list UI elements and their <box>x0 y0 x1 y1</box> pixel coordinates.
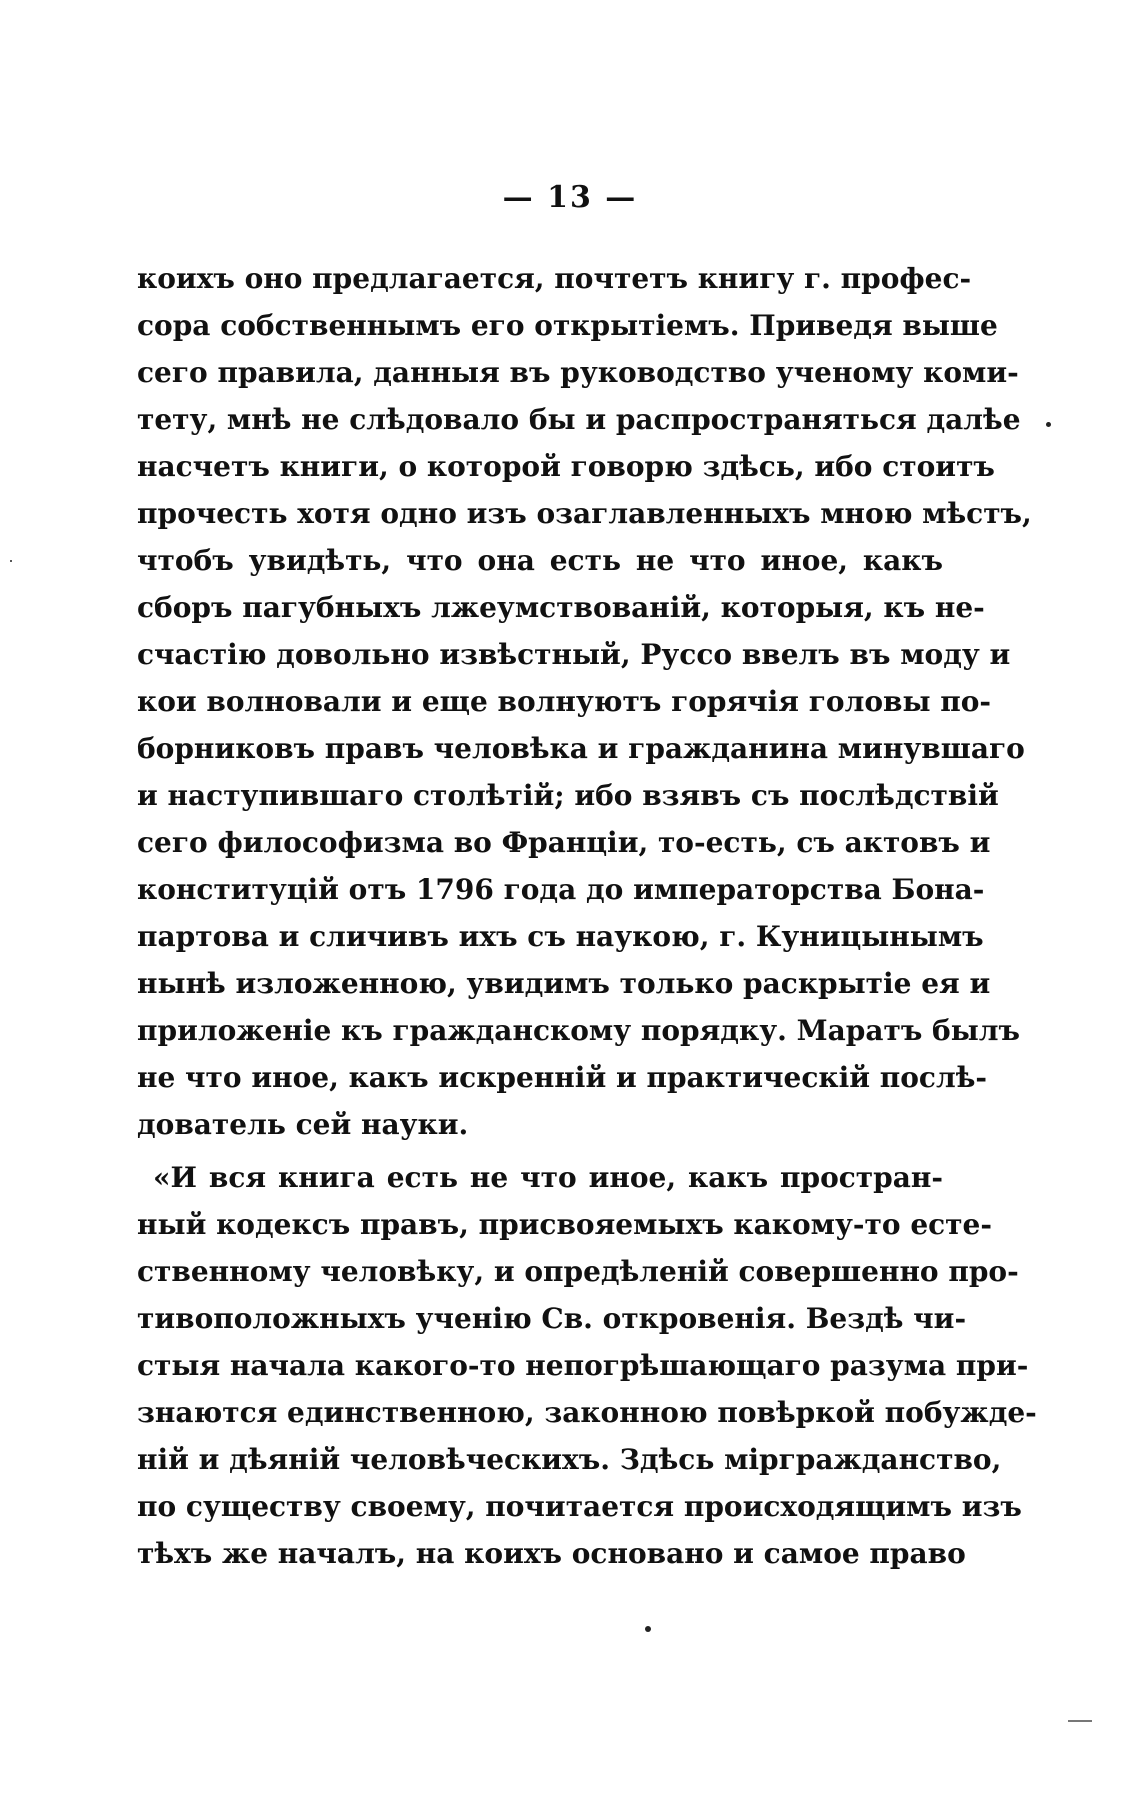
text-line: приложеніе къ гражданскому порядку. Маратъ былъ <box>137 1014 1021 1047</box>
text-line: тивоположныхъ ученію Св. откровенія. Вездѣ чи- <box>137 1302 967 1335</box>
scan-speck <box>1046 422 1051 427</box>
text-line: сего правила, данныя въ руководство ученому коми- <box>137 356 1019 389</box>
text-line: ній и дѣяній человѣческихъ. Здѣсь міргражданство, <box>137 1443 1002 1476</box>
text-line: и наступившаго столѣтій; ибо взявъ съ послѣдствій <box>137 779 999 812</box>
text-line: знаются единственною, законною повѣркой побужде- <box>137 1396 1037 1429</box>
text-line: «И вся книга есть не что иное, какъ простран- <box>153 1161 943 1194</box>
text-line: сора собственнымъ его открытіемъ. Приведя выше <box>137 309 998 342</box>
text-line: дователь сей науки. <box>137 1108 469 1141</box>
text-line: тѣхъ же началъ, на коихъ основано и самое право <box>137 1537 966 1570</box>
paragraph-1 <box>137 255 1032 1148</box>
text-line: борниковъ правъ человѣка и гражданина минувшаго <box>137 732 1025 765</box>
text-line: конституцій отъ 1796 года до императорства Бона- <box>137 873 985 906</box>
scan-speck <box>645 1626 651 1632</box>
text-line: по существу своему, почитается происходящимъ изъ <box>137 1490 1022 1523</box>
text-line: ный кодексъ правъ, присвояемыхъ какому-то есте- <box>137 1208 992 1241</box>
text-line: ственному человѣку, и опредѣленій совершенно про- <box>137 1255 1019 1288</box>
text-line: кои волновали и еще волнуютъ горячія головы по- <box>137 685 992 718</box>
page-number: — 13 — <box>502 180 638 215</box>
text-line: счастію довольно извѣстный, Руссо ввелъ въ моду и <box>137 638 1011 671</box>
paragraph-2 <box>137 1154 1037 1577</box>
text-line: сего философизма во Франціи, то-есть, съ актовъ и <box>137 826 991 859</box>
scan-mark <box>1068 1720 1092 1722</box>
text-line: насчетъ книги, о которой говорю здѣсь, ибо стоитъ <box>137 450 995 483</box>
text-line: стыя начала какого-то непогрѣшающаго разума при- <box>137 1349 1029 1382</box>
text-line: чтобъ увидѣть, что она есть не что иное, какъ <box>137 544 943 577</box>
text-line: коихъ оно предлагается, почтетъ книгу г. профес- <box>137 262 972 295</box>
scan-speck <box>10 560 12 562</box>
text-line: нынѣ изложенною, увидимъ только раскрытіе ея и <box>137 967 991 1000</box>
text-line: прочесть хотя одно изъ озаглавленныхъ мною мѣстъ, <box>137 497 1032 530</box>
text-line: не что иное, какъ искренній и практическій послѣ- <box>137 1061 988 1094</box>
text-line: тету, мнѣ не слѣдовало бы и распространяться далѣе <box>137 403 1021 436</box>
body-text <box>137 255 1037 1577</box>
text-line: сборъ пагубныхъ лжеумствованій, которыя, къ не- <box>137 591 985 624</box>
text-line: партова и сличивъ ихъ съ наукою, г. Куницынымъ <box>137 920 984 953</box>
